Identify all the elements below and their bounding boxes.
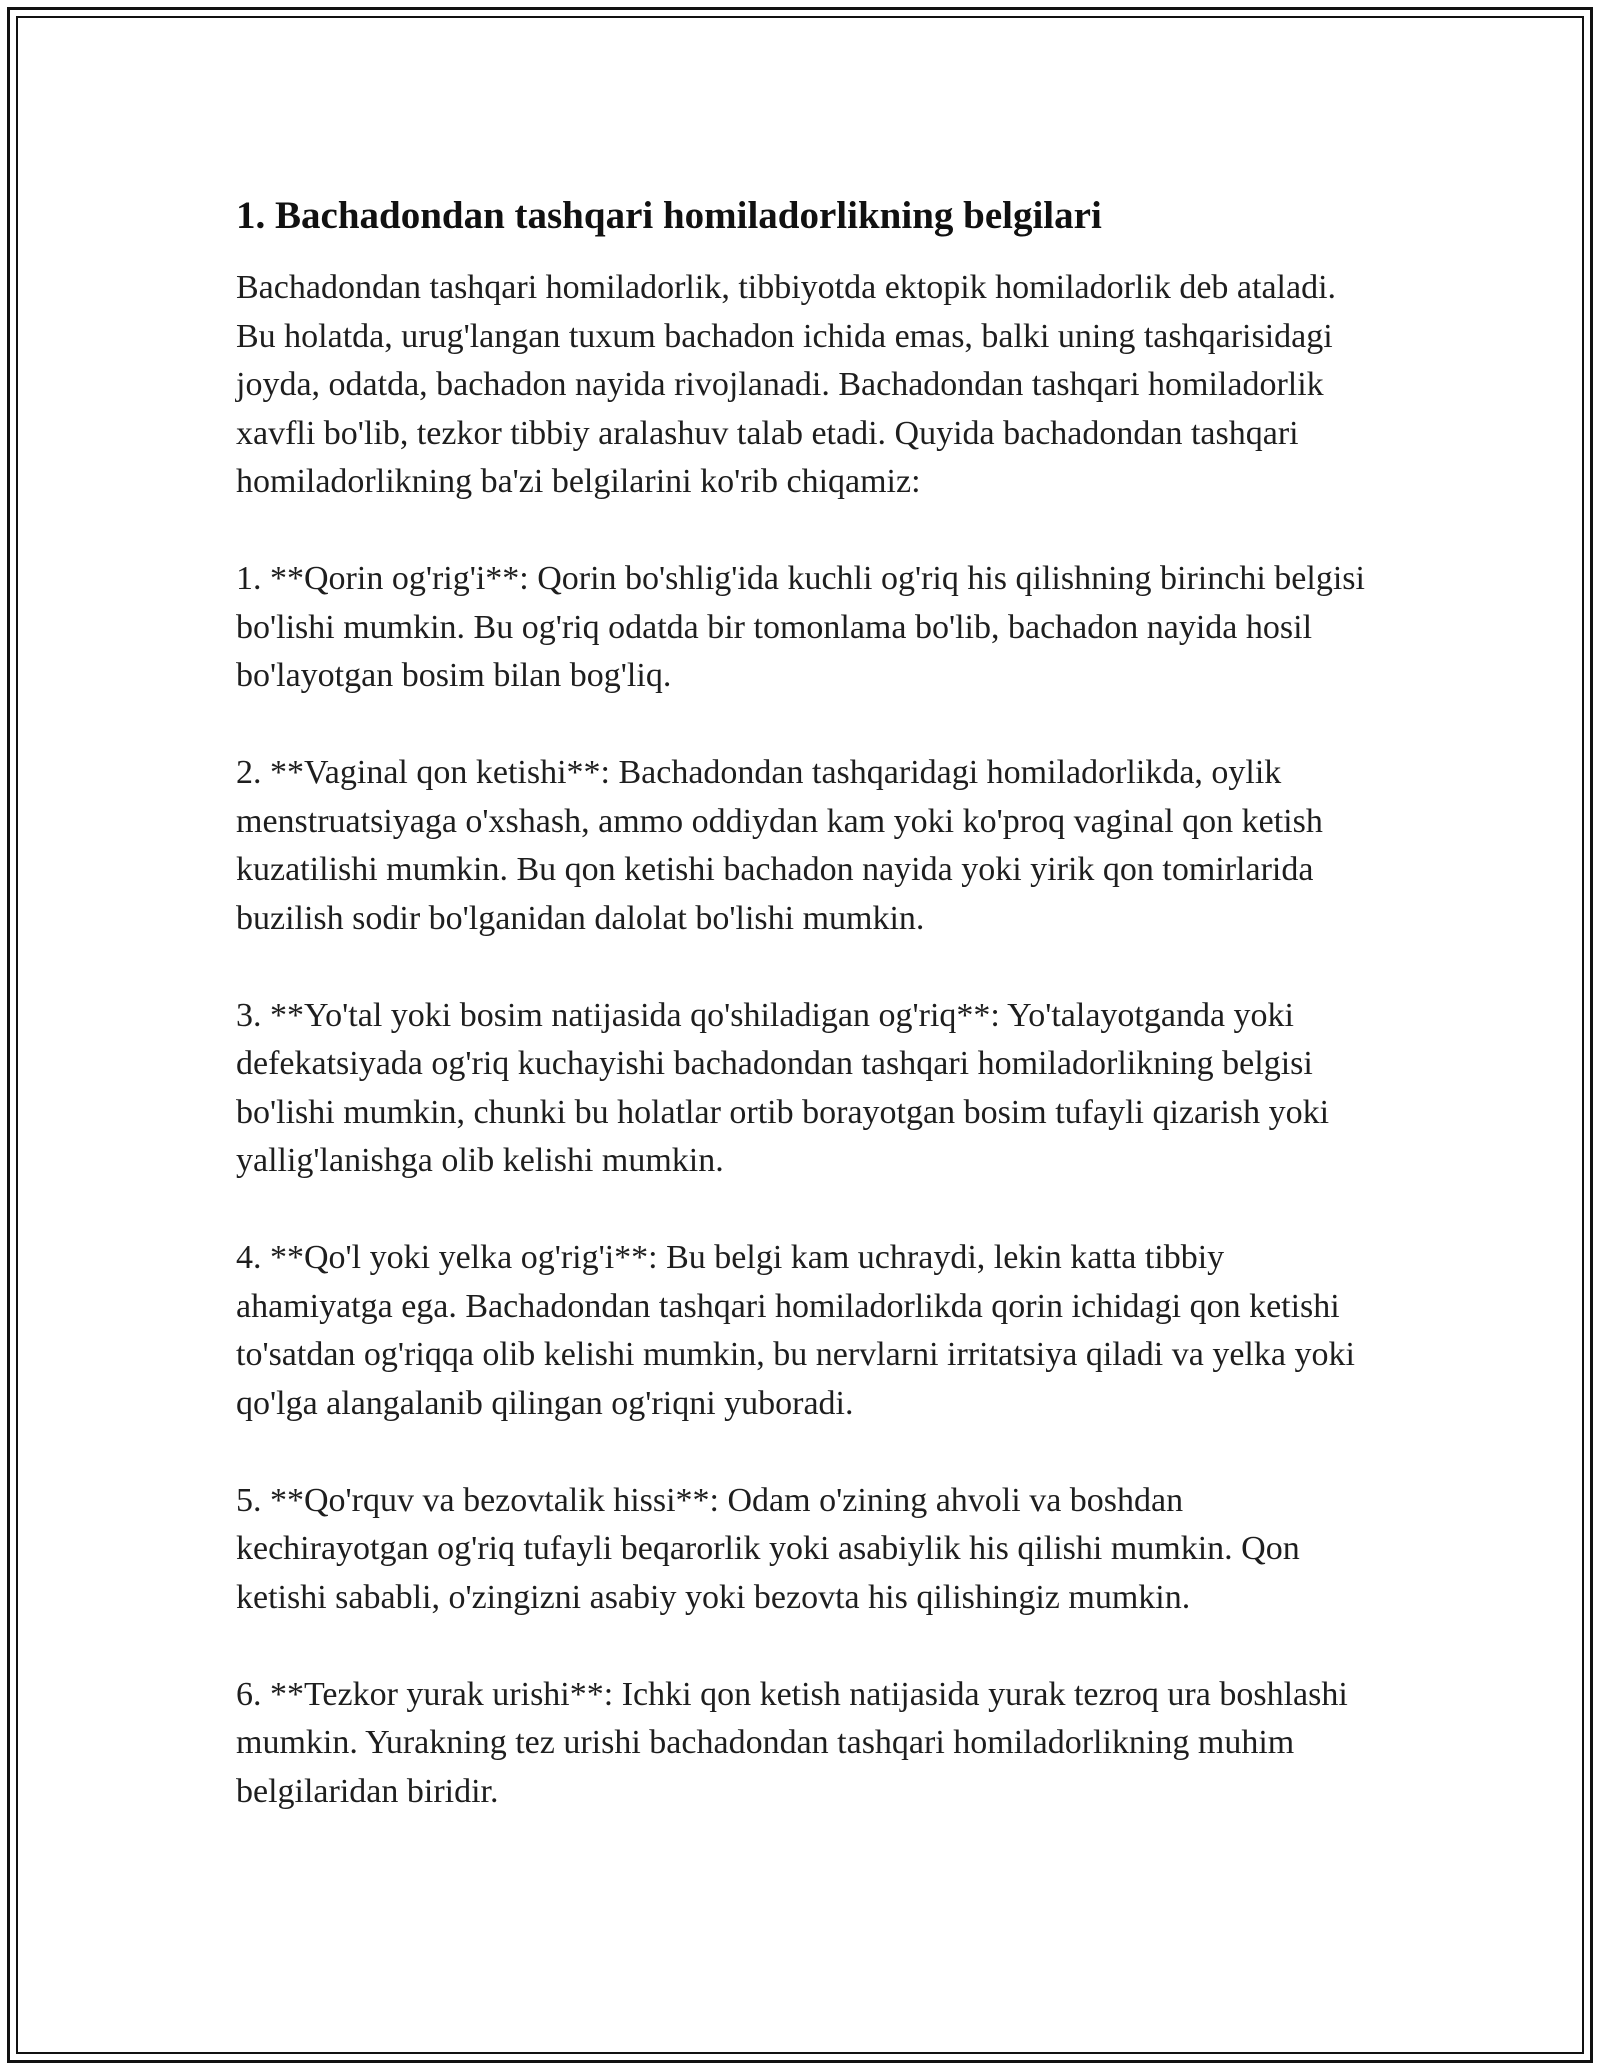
paragraph-gap [236,943,1376,992]
list-item-vaginal-bleeding: 2. **Vaginal qon ketishi**: Bachadondan tashqaridagi homiladorlikda, oylik menstruatsiyaga o'xshash, ammo oddiydan kam yoki ko'proq vaginal qon ketish kuzatilishi mumkin. Bu qon ketishi bachadon nayida yoki yirik qon tomirlarida buzilish sodir bo'lganidan dalolat bo'lishi mumkin. [236,754,1323,937]
list-item-rapid-heartbeat: 6. **Tezkor yurak urishi**: Ichki qon ketish natijasida yurak tezroq ura boshlashi mumkin. Yurakning tez urishi bachadondan tashqari homiladorlikning muhim belgilaridan biridir. [236,1675,1348,1810]
intro-paragraph: Bachadondan tashqari homiladorlik, tibbiyotda ektopik homiladorlik deb ataladi. Bu holatda, urug'langan tuxum bachadon ichida emas, balki uning tashqarisidagi joyda, odatda, bachadon nayida rivojlanadi. Bachadondan tashqari homiladorlik xavfli bo'lib, tezkor tibbiy aralashuv talab etadi. Quyida bachadondan tashqari homiladorlikning ba'zi belgilarini ko'rib chiqamiz: [236,269,1337,500]
paragraph-gap [236,701,1376,750]
paragraph-gap [236,507,1376,556]
paragraph-gap [236,1622,1376,1671]
list-item-anxiety: 5. **Qo'rquv va bezovtalik hissi**: Odam o'zining ahvoli va boshdan kechirayotgan og'riq tufayli beqarorlik yoki asabiylik his qilishi mumkin. Qon ketishi sababli, o'zingizni asabiy yoki bezovta his qilishingiz mumkin. [236,1481,1300,1616]
list-item-arm-shoulder-pain: 4. **Qo'l yoki yelka og'rig'i**: Bu belgi kam uchraydi, lekin katta tibbiy ahamiyatga ega. Bachadondan tashqari homiladorlikda qorin ichidagi qon ketishi to'satdan og'riqqa olib kelishi mumkin, bu nervlarni irritatsiya qiladi va yelka yoki qo'lga alangalanib qilingan og'riqni yuboradi. [236,1239,1355,1422]
list-item-cough-pressure-pain: 3. **Yo'tal yoki bosim natijasida qo'shiladigan og'riq**: Yo'talayotganda yoki defekatsiyada og'riq kuchayishi bachadondan tashqari homiladorlikning belgisi bo'lishi mumkin, chunki bu holatlar ortib borayotgan bosim tufayli qizarish yoki yallig'lanishga olib kelishi mumkin. [236,996,1330,1179]
paragraph-gap [236,1186,1376,1235]
document-body [236,190,1376,1816]
paragraph-gap [236,1428,1376,1477]
section-heading: 1. Bachadondan tashqari homiladorlikning belgilari [236,194,1102,237]
list-item-abdominal-pain: 1. **Qorin og'rig'i**: Qorin bo'shlig'ida kuchli og'riq his qilishning birinchi belgisi bo'lishi mumkin. Bu og'riq odatda bir tomonlama bo'lib, bachadon nayida hosil bo'layotgan bosim bilan bog'liq. [236,560,1365,694]
